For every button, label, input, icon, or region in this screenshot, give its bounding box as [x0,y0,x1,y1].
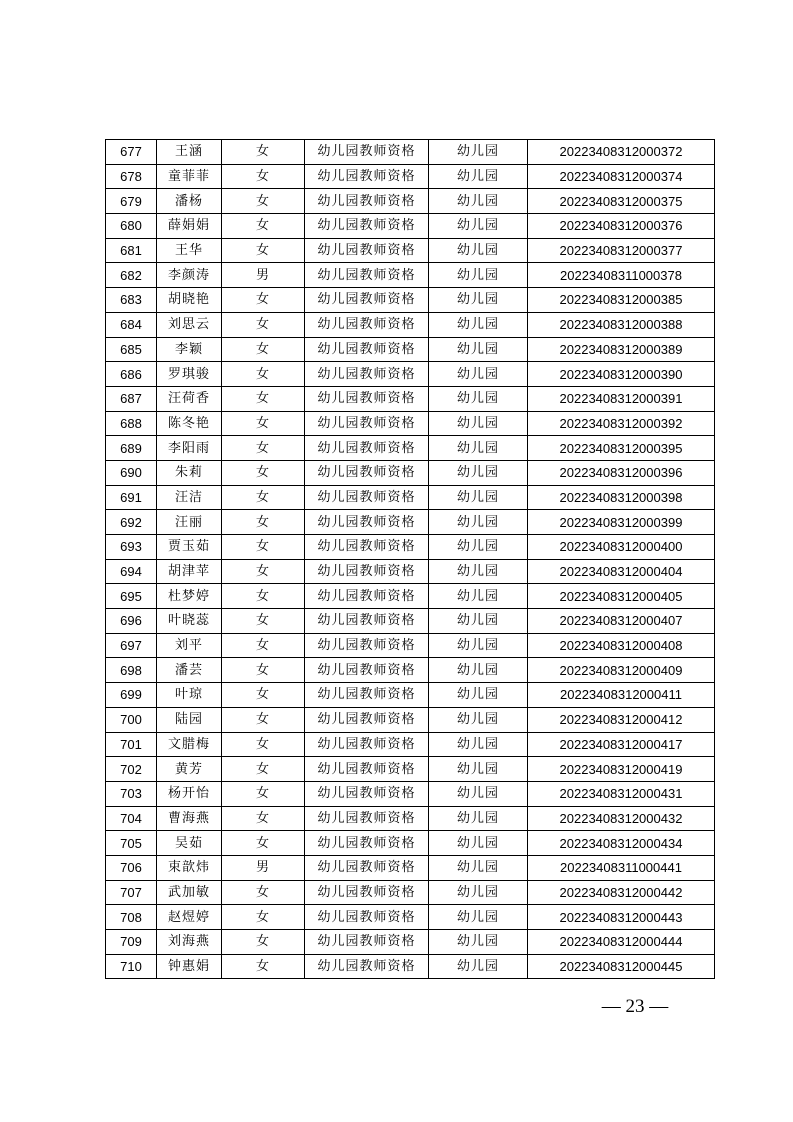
cell-certificate-number: 20223408312000395 [528,436,715,461]
table-row [106,855,715,880]
cell-level: 幼儿园 [429,930,528,955]
cell-name: 汪洁 [157,485,222,510]
cell-name: 陆园 [157,707,222,732]
cell-qualification: 幼儿园教师资格 [305,263,429,288]
cell-gender: 女 [222,707,305,732]
table-row [106,337,715,362]
cell-certificate-number: 20223408312000444 [528,930,715,955]
cell-name: 吴茹 [157,831,222,856]
cell-level: 幼儿园 [429,411,528,436]
cell-name: 王华 [157,238,222,263]
cell-gender: 女 [222,164,305,189]
cell-level: 幼儿园 [429,362,528,387]
cell-certificate-number: 20223408312000412 [528,707,715,732]
table-row [106,214,715,239]
cell-qualification: 幼儿园教师资格 [305,633,429,658]
cell-qualification: 幼儿园教师资格 [305,238,429,263]
cell-number: 707 [106,880,157,905]
cell-number: 687 [106,386,157,411]
cell-qualification: 幼儿园教师资格 [305,485,429,510]
cell-number: 690 [106,460,157,485]
cell-level: 幼儿园 [429,238,528,263]
cell-certificate-number: 20223408312000408 [528,633,715,658]
table-row [106,930,715,955]
cell-number: 679 [106,189,157,214]
cell-name: 罗琪骏 [157,362,222,387]
cell-certificate-number: 20223408312000443 [528,905,715,930]
cell-qualification: 幼儿园教师资格 [305,757,429,782]
cell-qualification: 幼儿园教师资格 [305,411,429,436]
table-row [106,658,715,683]
cell-name: 叶琼 [157,683,222,708]
cell-certificate-number: 20223408312000374 [528,164,715,189]
cell-number: 692 [106,510,157,535]
cell-name: 潘杨 [157,189,222,214]
cell-certificate-number: 20223408312000396 [528,460,715,485]
cell-certificate-number: 20223408312000388 [528,312,715,337]
cell-qualification: 幼儿园教师资格 [305,140,429,165]
cell-number: 684 [106,312,157,337]
cell-qualification: 幼儿园教师资格 [305,905,429,930]
cell-gender: 女 [222,757,305,782]
table-row [106,263,715,288]
cell-name: 王涵 [157,140,222,165]
cell-qualification: 幼儿园教师资格 [305,312,429,337]
cell-qualification: 幼儿园教师资格 [305,535,429,560]
table-row [106,238,715,263]
cell-name: 贾玉茹 [157,535,222,560]
cell-gender: 女 [222,386,305,411]
cell-gender: 女 [222,485,305,510]
cell-level: 幼儿园 [429,732,528,757]
cell-number: 709 [106,930,157,955]
table-row [106,584,715,609]
cell-gender: 男 [222,263,305,288]
cell-number: 696 [106,609,157,634]
cell-certificate-number: 20223408312000399 [528,510,715,535]
cell-name: 曹海燕 [157,806,222,831]
cell-gender: 女 [222,337,305,362]
table-row [106,189,715,214]
cell-name: 钟惠娟 [157,954,222,979]
cell-level: 幼儿园 [429,263,528,288]
cell-name: 杨开怡 [157,781,222,806]
cell-gender: 女 [222,140,305,165]
roster-table [105,139,715,979]
cell-level: 幼儿园 [429,312,528,337]
cell-name: 汪丽 [157,510,222,535]
cell-number: 701 [106,732,157,757]
cell-name: 黄芳 [157,757,222,782]
cell-certificate-number: 20223408312000389 [528,337,715,362]
cell-level: 幼儿园 [429,189,528,214]
cell-gender: 女 [222,806,305,831]
cell-gender: 女 [222,436,305,461]
cell-number: 693 [106,535,157,560]
cell-level: 幼儿园 [429,140,528,165]
cell-level: 幼儿园 [429,707,528,732]
cell-certificate-number: 20223408312000432 [528,806,715,831]
cell-certificate-number: 20223408312000400 [528,535,715,560]
cell-certificate-number: 20223408312000404 [528,559,715,584]
table-row [106,954,715,979]
cell-gender: 女 [222,535,305,560]
cell-level: 幼儿园 [429,164,528,189]
cell-gender: 女 [222,214,305,239]
cell-level: 幼儿园 [429,559,528,584]
cell-certificate-number: 20223408312000391 [528,386,715,411]
table-row [106,362,715,387]
cell-name: 刘平 [157,633,222,658]
table-row [106,831,715,856]
cell-certificate-number: 20223408312000417 [528,732,715,757]
cell-name: 陈冬艳 [157,411,222,436]
cell-qualification: 幼儿园教师资格 [305,831,429,856]
cell-gender: 女 [222,510,305,535]
table-row [106,707,715,732]
cell-name: 刘思云 [157,312,222,337]
cell-number: 705 [106,831,157,856]
table-row [106,559,715,584]
cell-gender: 女 [222,609,305,634]
cell-name: 文腊梅 [157,732,222,757]
cell-qualification: 幼儿园教师资格 [305,460,429,485]
cell-number: 681 [106,238,157,263]
cell-qualification: 幼儿园教师资格 [305,683,429,708]
cell-certificate-number: 20223408312000411 [528,683,715,708]
table-row [106,288,715,313]
cell-level: 幼儿园 [429,806,528,831]
cell-gender: 女 [222,732,305,757]
table-row [106,535,715,560]
cell-level: 幼儿园 [429,535,528,560]
cell-certificate-number: 20223408312000409 [528,658,715,683]
cell-level: 幼儿园 [429,609,528,634]
cell-certificate-number: 20223408312000372 [528,140,715,165]
cell-number: 703 [106,781,157,806]
table-row [106,757,715,782]
cell-qualification: 幼儿园教师资格 [305,880,429,905]
cell-qualification: 幼儿园教师资格 [305,584,429,609]
cell-gender: 女 [222,460,305,485]
table-row [106,164,715,189]
cell-gender: 女 [222,831,305,856]
cell-gender: 女 [222,559,305,584]
cell-gender: 女 [222,683,305,708]
cell-gender: 女 [222,238,305,263]
cell-qualification: 幼儿园教师资格 [305,855,429,880]
roster-table-body [106,140,715,979]
cell-level: 幼儿园 [429,757,528,782]
cell-gender: 女 [222,411,305,436]
cell-name: 胡晓艳 [157,288,222,313]
cell-certificate-number: 20223408312000398 [528,485,715,510]
table-row [106,312,715,337]
cell-name: 薛娟娟 [157,214,222,239]
cell-number: 700 [106,707,157,732]
cell-certificate-number: 20223408312000431 [528,781,715,806]
cell-qualification: 幼儿园教师资格 [305,559,429,584]
cell-gender: 女 [222,189,305,214]
cell-certificate-number: 20223408312000445 [528,954,715,979]
cell-gender: 女 [222,930,305,955]
table-row [106,905,715,930]
table-row [106,806,715,831]
cell-name: 朱莉 [157,460,222,485]
cell-level: 幼儿园 [429,337,528,362]
cell-gender: 男 [222,855,305,880]
cell-gender: 女 [222,781,305,806]
cell-name: 叶晓蕊 [157,609,222,634]
cell-certificate-number: 20223408311000441 [528,855,715,880]
cell-qualification: 幼儿园教师资格 [305,707,429,732]
table-row [106,732,715,757]
cell-name: 赵煜婷 [157,905,222,930]
cell-certificate-number: 20223408312000375 [528,189,715,214]
cell-level: 幼儿园 [429,954,528,979]
cell-certificate-number: 20223408312000419 [528,757,715,782]
cell-level: 幼儿园 [429,288,528,313]
table-row [106,781,715,806]
cell-qualification: 幼儿园教师资格 [305,806,429,831]
cell-number: 702 [106,757,157,782]
cell-number: 678 [106,164,157,189]
cell-certificate-number: 20223408312000442 [528,880,715,905]
cell-number: 680 [106,214,157,239]
cell-level: 幼儿园 [429,436,528,461]
table-row [106,436,715,461]
cell-level: 幼儿园 [429,855,528,880]
table-row [106,609,715,634]
cell-qualification: 幼儿园教师资格 [305,288,429,313]
cell-certificate-number: 20223408312000392 [528,411,715,436]
cell-gender: 女 [222,312,305,337]
cell-number: 694 [106,559,157,584]
cell-qualification: 幼儿园教师资格 [305,658,429,683]
cell-certificate-number: 20223408312000405 [528,584,715,609]
cell-certificate-number: 20223408312000390 [528,362,715,387]
cell-level: 幼儿园 [429,460,528,485]
cell-name: 李阳雨 [157,436,222,461]
cell-number: 697 [106,633,157,658]
cell-qualification: 幼儿园教师资格 [305,609,429,634]
cell-number: 699 [106,683,157,708]
cell-number: 686 [106,362,157,387]
cell-number: 704 [106,806,157,831]
cell-gender: 女 [222,905,305,930]
cell-number: 710 [106,954,157,979]
cell-name: 李颖 [157,337,222,362]
cell-level: 幼儿园 [429,831,528,856]
cell-qualification: 幼儿园教师资格 [305,510,429,535]
cell-level: 幼儿园 [429,905,528,930]
cell-certificate-number: 20223408312000376 [528,214,715,239]
cell-qualification: 幼儿园教师资格 [305,781,429,806]
cell-number: 691 [106,485,157,510]
cell-qualification: 幼儿园教师资格 [305,337,429,362]
cell-name: 汪荷香 [157,386,222,411]
cell-qualification: 幼儿园教师资格 [305,386,429,411]
cell-qualification: 幼儿园教师资格 [305,732,429,757]
cell-number: 683 [106,288,157,313]
table-row [106,411,715,436]
cell-level: 幼儿园 [429,584,528,609]
cell-level: 幼儿园 [429,683,528,708]
cell-name: 武加敏 [157,880,222,905]
cell-name: 束歆炜 [157,855,222,880]
cell-name: 杜梦婷 [157,584,222,609]
table-row [106,386,715,411]
cell-number: 677 [106,140,157,165]
cell-certificate-number: 20223408312000407 [528,609,715,634]
cell-number: 685 [106,337,157,362]
cell-qualification: 幼儿园教师资格 [305,954,429,979]
cell-number: 695 [106,584,157,609]
cell-number: 682 [106,263,157,288]
cell-level: 幼儿园 [429,386,528,411]
page-number: — 23 — [601,996,669,1017]
cell-level: 幼儿园 [429,633,528,658]
cell-number: 706 [106,855,157,880]
cell-certificate-number: 20223408312000434 [528,831,715,856]
cell-gender: 女 [222,362,305,387]
table-row [106,485,715,510]
cell-level: 幼儿园 [429,658,528,683]
cell-qualification: 幼儿园教师资格 [305,362,429,387]
cell-gender: 女 [222,633,305,658]
cell-number: 689 [106,436,157,461]
table-row [106,633,715,658]
cell-gender: 女 [222,584,305,609]
table-row [106,683,715,708]
cell-name: 潘芸 [157,658,222,683]
cell-gender: 女 [222,880,305,905]
cell-level: 幼儿园 [429,880,528,905]
cell-number: 708 [106,905,157,930]
cell-number: 688 [106,411,157,436]
cell-level: 幼儿园 [429,510,528,535]
cell-name: 李颜涛 [157,263,222,288]
cell-qualification: 幼儿园教师资格 [305,930,429,955]
cell-qualification: 幼儿园教师资格 [305,189,429,214]
cell-level: 幼儿园 [429,485,528,510]
cell-name: 童菲菲 [157,164,222,189]
cell-certificate-number: 20223408311000378 [528,263,715,288]
table-row [106,880,715,905]
cell-qualification: 幼儿园教师资格 [305,436,429,461]
cell-level: 幼儿园 [429,214,528,239]
cell-number: 698 [106,658,157,683]
cell-qualification: 幼儿园教师资格 [305,214,429,239]
cell-qualification: 幼儿园教师资格 [305,164,429,189]
table-row [106,460,715,485]
cell-gender: 女 [222,658,305,683]
table-row [106,140,715,165]
cell-level: 幼儿园 [429,781,528,806]
cell-gender: 女 [222,954,305,979]
cell-name: 刘海燕 [157,930,222,955]
table-row [106,510,715,535]
cell-gender: 女 [222,288,305,313]
cell-certificate-number: 20223408312000377 [528,238,715,263]
cell-name: 胡津苹 [157,559,222,584]
cell-certificate-number: 20223408312000385 [528,288,715,313]
